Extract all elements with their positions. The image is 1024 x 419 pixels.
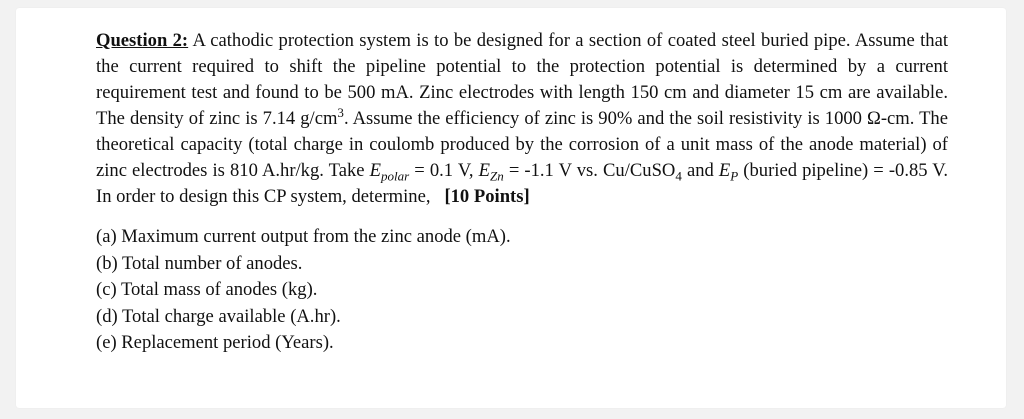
list-item: (c) Total mass of anodes (kg). (96, 279, 318, 300)
question-text-1: A cathodic protection system is to be designed for a section of coated steel buried pipe. Assume that the current required to shift the pipeline potential to the protection potential is determined by a current requirement test and found to be 500 mA. Zinc electrodes with length 150 cm and diameter 15 cm are available. The density of zinc is 7.14 g/cm (96, 30, 948, 129)
parts-list (96, 224, 948, 357)
question-text-5: and (681, 160, 719, 181)
question-text-3: = 0.1 V, (409, 160, 479, 181)
question-label: Question 2: (96, 30, 189, 51)
question-text-4: = -1.1 V vs. Cu/CuSO (503, 160, 676, 181)
zn-subscript: Zn (489, 168, 504, 184)
question-paragraph (96, 28, 948, 210)
list-item: (a) Maximum current output from the zinc anode (mA). (96, 226, 511, 247)
question-content (96, 28, 948, 357)
list-item: (b) Total number of anodes. (96, 252, 303, 274)
document-page (16, 8, 1006, 408)
list-item: (d) Total charge available (A.hr). (96, 305, 341, 327)
e-zn-symbol: E (478, 160, 490, 181)
p-subscript: P (730, 168, 739, 184)
list-item: (e) Replacement period (Years). (96, 332, 334, 353)
e-polar-symbol: E (369, 160, 381, 181)
so4-subscript: 4 (675, 168, 682, 184)
superscript-3: 3 (337, 104, 344, 120)
polar-subscript: polar (380, 168, 410, 184)
e-p-symbol: E (718, 160, 731, 181)
question-text-2: . Assume the efficiency of zinc is 90% and the soil resistivity is 1000 Ω-cm. The theoretical capacity (total charge in coulomb produced by the corrosion of a unit mass of the anode material) of zinc electrodes is 810 A.hr/kg. Take (96, 108, 948, 181)
points-label: [10 Points] (444, 186, 530, 207)
question-text-6: (buried pipeline) = -0.85 V. In order to design this CP system, determine, (96, 160, 948, 207)
